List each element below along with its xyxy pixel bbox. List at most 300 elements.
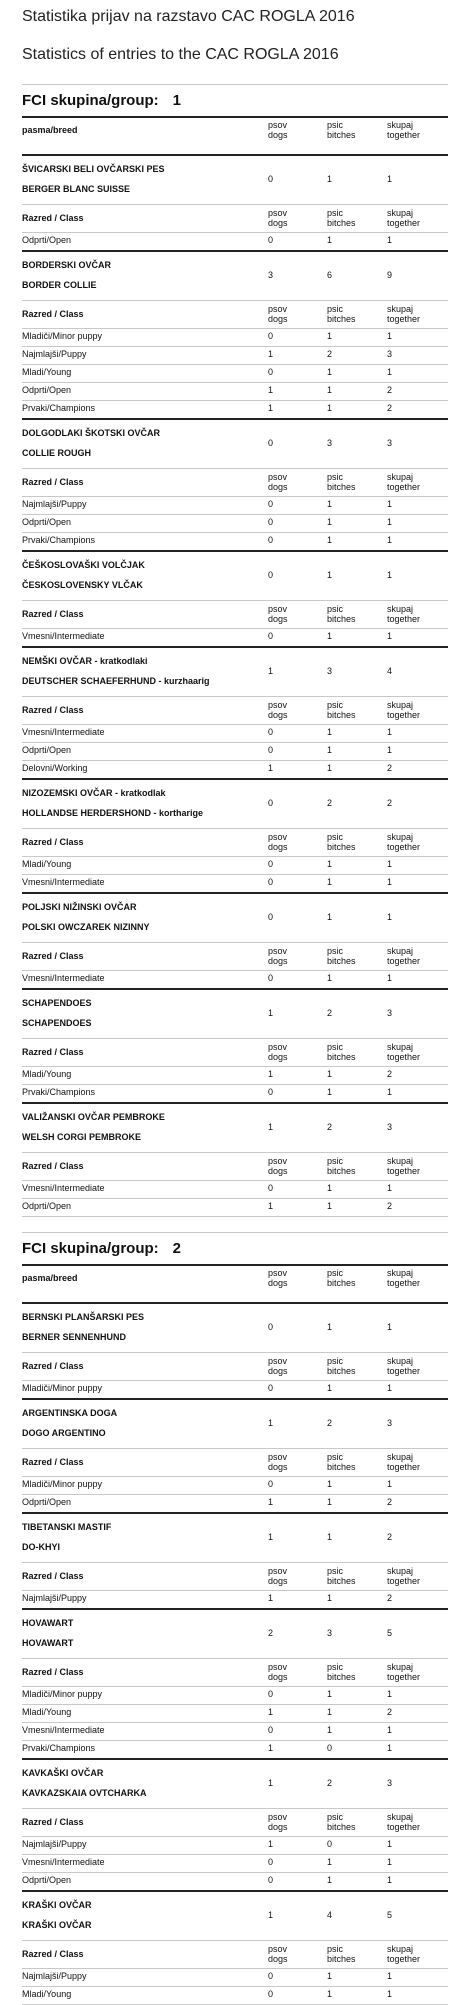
class-bitches: 1 [327, 973, 333, 983]
breed-together-total: 9 [387, 270, 393, 280]
breed-together-total: 1 [387, 570, 393, 580]
breed-together-total: 3 [387, 1008, 393, 1018]
class-together: 1 [387, 727, 393, 737]
breed-rule [22, 1398, 448, 1400]
breed-name-international: KRAŠKI OVČAR [22, 1920, 92, 1930]
breed-name-international: HOLLANDSE HERDERSHOND - kortharige [22, 808, 204, 818]
breed-together-total: 5 [387, 1910, 393, 1920]
class-header-dogs-2: dogs [268, 482, 288, 492]
class-together: 2 [387, 385, 393, 395]
class-name: Vmesni/Intermediate [22, 973, 105, 983]
class-header-rule [22, 1352, 448, 1353]
class-name: Prvaki/Champions [22, 1087, 96, 1097]
class-dogs: 1 [268, 763, 274, 773]
class-header-dogs-1: psov [268, 604, 288, 614]
class-row-rule [22, 346, 448, 347]
class-name: Mladi/Young [22, 367, 72, 377]
class-row-rule [22, 874, 448, 875]
class-together: 1 [387, 517, 393, 527]
breed-bitches-total: 3 [327, 438, 333, 448]
class-header-label: Razred / Class [22, 309, 84, 319]
class-header-label: Razred / Class [22, 705, 84, 715]
breed-name-international: ČESKOSLOVENSKY VLČAK [22, 580, 143, 590]
breed-together-total: 2 [387, 1532, 393, 1542]
class-together: 2 [387, 763, 393, 773]
class-row-rule [22, 760, 448, 761]
class-header-bitches-1: psic [327, 1452, 344, 1462]
class-header-together-2: together [387, 956, 421, 966]
class-bitches: 1 [327, 499, 333, 509]
breed-together-total: 3 [387, 1122, 393, 1132]
breed-together-total: 1 [387, 174, 393, 184]
group-divider [22, 1232, 448, 1233]
class-header-rule [22, 1152, 448, 1153]
breed-dogs-total: 0 [268, 438, 274, 448]
breed-header-together-2: together [387, 130, 421, 140]
breed-bitches-total: 2 [327, 1778, 333, 1788]
class-header-dogs-1: psov [268, 208, 288, 218]
class-header-bitches-1: psic [327, 1812, 344, 1822]
class-header-label: Razred / Class [22, 1949, 84, 1959]
breed-name-local: VALIŽANSKI OVČAR PEMBROKE [22, 1112, 165, 1122]
class-header-dogs-2: dogs [268, 1954, 288, 1964]
class-header-rule [22, 1448, 448, 1449]
breed-name-international: HOVAWART [22, 1638, 74, 1648]
class-bitches: 1 [327, 1183, 333, 1193]
class-header-dogs-1: psov [268, 1566, 288, 1576]
class-bitches: 0 [327, 1743, 333, 1753]
class-header-together-2: together [387, 1822, 421, 1832]
class-dogs: 0 [268, 727, 274, 737]
class-header-together-2: together [387, 218, 421, 228]
breed-name-international: BORDER COLLIE [22, 280, 97, 290]
class-dogs: 1 [268, 385, 274, 395]
class-row-rule [22, 496, 448, 497]
page-title-en: Statistics of entries to the CAC ROGLA 2016 [22, 46, 339, 63]
class-together: 2 [387, 403, 393, 413]
class-together: 1 [387, 1725, 393, 1735]
class-header-dogs-2: dogs [268, 1822, 288, 1832]
class-together: 1 [387, 1183, 393, 1193]
breed-name-local: KRAŠKI OVČAR [22, 1900, 92, 1910]
breed-together-total: 1 [387, 1322, 393, 1332]
breed-dogs-total: 1 [268, 1532, 274, 1542]
class-header-together-1: skupaj [387, 1452, 414, 1462]
class-row-rule [22, 1740, 448, 1741]
class-dogs: 0 [268, 1383, 274, 1393]
group-number: 2 [172, 1240, 182, 1257]
class-header-together-1: skupaj [387, 946, 414, 956]
class-header-together-1: skupaj [387, 1944, 414, 1954]
breed-name-local: POLJSKI NIŽINSKI OVČAR [22, 902, 137, 912]
breed-rule [22, 250, 448, 252]
breed-name-international: BERNER SENNENHUND [22, 1332, 127, 1342]
group-rule [22, 116, 448, 118]
breed-rule [22, 1512, 448, 1514]
class-header-rule [22, 468, 448, 469]
breed-rule [22, 1608, 448, 1610]
breed-name-local: NEMŠKI OVČAR - kratkodlaki [22, 656, 148, 666]
breed-name-local: KAVKAŠKI OVČAR [22, 1768, 104, 1778]
class-header-together-1: skupaj [387, 1812, 414, 1822]
breed-bitches-total: 1 [327, 174, 333, 184]
class-header-label: Razred / Class [22, 1161, 84, 1171]
class-dogs: 0 [268, 235, 274, 245]
breed-together-total: 1 [387, 912, 393, 922]
class-bitches: 1 [327, 1707, 333, 1717]
class-header-together-2: together [387, 314, 421, 324]
breed-dogs-total: 3 [268, 270, 274, 280]
class-bitches: 1 [327, 1593, 333, 1603]
class-dogs: 0 [268, 877, 274, 887]
class-header-dogs-2: dogs [268, 614, 288, 624]
class-header-together-2: together [387, 614, 421, 624]
class-bitches: 0 [327, 1839, 333, 1849]
class-header-bitches-2: bitches [327, 614, 356, 624]
breed-dogs-total: 0 [268, 798, 274, 808]
class-bitches: 1 [327, 877, 333, 887]
class-together: 1 [387, 367, 393, 377]
class-name: Prvaki/Champions [22, 535, 96, 545]
breed-name-local: TIBETANSKI MASTIF [22, 1522, 112, 1532]
class-together: 1 [387, 535, 393, 545]
class-header-together-1: skupaj [387, 700, 414, 710]
class-together: 1 [387, 859, 393, 869]
breed-bitches-total: 3 [327, 1628, 333, 1638]
breed-rule [22, 1102, 448, 1104]
class-bitches: 1 [327, 745, 333, 755]
class-header-dogs-1: psov [268, 1452, 288, 1462]
breed-header-bitches-2: bitches [327, 1278, 356, 1288]
class-name: Prvaki/Champions [22, 403, 96, 413]
breed-dogs-total: 1 [268, 1778, 274, 1788]
class-name: Delovni/Working [22, 763, 88, 773]
class-header-together-1: skupaj [387, 1566, 414, 1576]
breed-name-international: DEUTSCHER SCHAEFERHUND - kurzhaarig [22, 676, 210, 686]
class-header-bitches-1: psic [327, 1662, 344, 1672]
class-header-together-1: skupaj [387, 1662, 414, 1672]
class-header-bitches-2: bitches [327, 1166, 356, 1176]
class-together: 1 [387, 1839, 393, 1849]
class-together: 1 [387, 235, 393, 245]
class-bitches: 1 [327, 535, 333, 545]
class-header-dogs-1: psov [268, 1944, 288, 1954]
class-header-dogs-2: dogs [268, 842, 288, 852]
class-header-together-2: together [387, 1366, 421, 1376]
class-header-together-2: together [387, 1672, 421, 1682]
group-label: FCI skupina/group: [22, 92, 159, 109]
class-name: Najmlajši/Puppy [22, 1593, 87, 1603]
class-header-together-1: skupaj [387, 1356, 414, 1366]
class-row-rule [22, 1084, 448, 1085]
class-name: Odprti/Open [22, 745, 72, 755]
class-row-rule [22, 1380, 448, 1381]
breed-dogs-total: 1 [268, 666, 274, 676]
class-header-dogs-2: dogs [268, 1462, 288, 1472]
breed-header-label: pasma/breed [22, 1273, 78, 1283]
class-bitches: 1 [327, 403, 333, 413]
class-name: Odprti/Open [22, 235, 72, 245]
class-header-dogs-2: dogs [268, 218, 288, 228]
group-number: 1 [172, 92, 182, 109]
class-dogs: 0 [268, 1725, 274, 1735]
breed-dogs-total: 1 [268, 1418, 274, 1428]
class-header-bitches-2: bitches [327, 1462, 356, 1472]
breed-name-international: DO-KHYI [22, 1542, 60, 1552]
class-dogs: 0 [268, 367, 274, 377]
class-header-bitches-2: bitches [327, 1052, 356, 1062]
class-header-bitches-1: psic [327, 208, 344, 218]
breed-header-together-2: together [387, 1278, 421, 1288]
class-header-dogs-2: dogs [268, 956, 288, 966]
breed-together-total: 3 [387, 1418, 393, 1428]
class-header-together-2: together [387, 1576, 421, 1586]
class-together: 1 [387, 499, 393, 509]
class-together: 1 [387, 1383, 393, 1393]
class-together: 2 [387, 1707, 393, 1717]
breed-dogs-total: 1 [268, 1122, 274, 1132]
class-header-bitches-1: psic [327, 1566, 344, 1576]
class-header-bitches-1: psic [327, 304, 344, 314]
breed-name-local: BORDERSKI OVČAR [22, 260, 112, 270]
class-dogs: 0 [268, 1183, 274, 1193]
class-header-together-2: together [387, 710, 421, 720]
breed-dogs-total: 0 [268, 570, 274, 580]
class-header-dogs-1: psov [268, 472, 288, 482]
class-row-rule [22, 724, 448, 725]
breed-dogs-total: 0 [268, 1322, 274, 1332]
class-row-rule [22, 1872, 448, 1873]
breed-dogs-total: 0 [268, 912, 274, 922]
breed-bitches-total: 2 [327, 1122, 333, 1132]
class-header-together-1: skupaj [387, 304, 414, 314]
class-bitches: 1 [327, 517, 333, 527]
class-header-bitches-2: bitches [327, 710, 356, 720]
class-dogs: 0 [268, 631, 274, 641]
class-together: 2 [387, 1497, 393, 1507]
class-name: Najmlajši/Puppy [22, 1839, 87, 1849]
class-together: 2 [387, 1593, 393, 1603]
class-header-dogs-1: psov [268, 1662, 288, 1672]
breed-bitches-total: 2 [327, 1418, 333, 1428]
class-header-label: Razred / Class [22, 1667, 84, 1677]
class-row-rule [22, 1686, 448, 1687]
class-header-dogs-1: psov [268, 304, 288, 314]
class-header-label: Razred / Class [22, 213, 84, 223]
class-header-dogs-2: dogs [268, 1166, 288, 1176]
class-bitches: 1 [327, 385, 333, 395]
class-name: Vmesni/Intermediate [22, 727, 105, 737]
class-header-label: Razred / Class [22, 609, 84, 619]
class-name: Najmlajši/Puppy [22, 499, 87, 509]
class-bitches: 2 [327, 349, 333, 359]
breed-together-total: 5 [387, 1628, 393, 1638]
breed-bitches-total: 1 [327, 912, 333, 922]
class-name: Mladiči/Minor puppy [22, 1689, 103, 1699]
page-title-sl: Statistika prijav na razstavo CAC ROGLA 2016 [22, 8, 355, 25]
breed-name-local: NIZOZEMSKI OVČAR - kratkodlak [22, 788, 166, 798]
class-header-together-1: skupaj [387, 1042, 414, 1052]
class-name: Mladiči/Minor puppy [22, 1479, 103, 1489]
breed-rule [22, 892, 448, 894]
class-together: 1 [387, 1087, 393, 1097]
breed-name-local: ARGENTINSKA DOGA [22, 1408, 118, 1418]
class-row-rule [22, 1180, 448, 1181]
class-together: 2 [387, 1069, 393, 1079]
class-header-label: Razred / Class [22, 1457, 84, 1467]
class-row-rule [22, 1854, 448, 1855]
class-together: 1 [387, 973, 393, 983]
class-row-rule [22, 970, 448, 971]
class-name: Vmesni/Intermediate [22, 631, 105, 641]
breed-header-together-1: skupaj [387, 1268, 414, 1278]
class-header-dogs-2: dogs [268, 1576, 288, 1586]
class-name: Mladiči/Minor puppy [22, 331, 103, 341]
class-dogs: 1 [268, 1069, 274, 1079]
class-row-rule [22, 514, 448, 515]
class-header-dogs-1: psov [268, 700, 288, 710]
class-dogs: 1 [268, 1201, 274, 1211]
class-header-together-1: skupaj [387, 1156, 414, 1166]
class-header-label: Razred / Class [22, 1047, 84, 1057]
class-together: 1 [387, 1479, 393, 1489]
class-header-together-2: together [387, 1954, 421, 1964]
class-header-bitches-2: bitches [327, 1366, 356, 1376]
breed-together-total: 2 [387, 798, 393, 808]
class-together: 3 [387, 349, 393, 359]
breed-rule [22, 1302, 448, 1304]
class-row-rule [22, 1986, 448, 1987]
breed-header-bitches-1: psic [327, 120, 344, 130]
class-bitches: 1 [327, 1479, 333, 1489]
class-header-bitches-2: bitches [327, 1576, 356, 1586]
class-name: Vmesni/Intermediate [22, 1725, 105, 1735]
class-dogs: 0 [268, 499, 274, 509]
class-dogs: 0 [268, 1087, 274, 1097]
breed-dogs-total: 0 [268, 174, 274, 184]
class-header-rule [22, 1038, 448, 1039]
class-name: Odprti/Open [22, 1201, 72, 1211]
class-name: Mladi/Young [22, 1069, 72, 1079]
class-name: Prvaki/Champions [22, 1743, 96, 1753]
class-bitches: 1 [327, 1497, 333, 1507]
class-name: Vmesni/Intermediate [22, 1183, 105, 1193]
class-header-bitches-1: psic [327, 1156, 344, 1166]
class-together: 1 [387, 1689, 393, 1699]
class-header-dogs-2: dogs [268, 1672, 288, 1682]
class-header-together-1: skupaj [387, 472, 414, 482]
class-header-bitches-1: psic [327, 1944, 344, 1954]
class-bitches: 1 [327, 1201, 333, 1211]
class-header-dogs-1: psov [268, 1356, 288, 1366]
class-bitches: 1 [327, 1875, 333, 1885]
class-together: 1 [387, 1743, 393, 1753]
class-row-rule [22, 1066, 448, 1067]
class-row-rule [22, 364, 448, 365]
breed-together-total: 3 [387, 438, 393, 448]
class-header-together-2: together [387, 842, 421, 852]
class-header-dogs-1: psov [268, 1812, 288, 1822]
class-dogs: 0 [268, 331, 274, 341]
class-header-bitches-2: bitches [327, 842, 356, 852]
class-bitches: 1 [327, 763, 333, 773]
class-dogs: 0 [268, 973, 274, 983]
class-dogs: 0 [268, 1971, 274, 1981]
class-name: Odprti/Open [22, 385, 72, 395]
class-header-rule [22, 696, 448, 697]
class-dogs: 0 [268, 859, 274, 869]
breed-bitches-total: 6 [327, 270, 333, 280]
breed-header-together-1: skupaj [387, 120, 414, 130]
class-dogs: 1 [268, 1593, 274, 1603]
group-divider [22, 84, 448, 85]
class-header-bitches-2: bitches [327, 1954, 356, 1964]
class-row-rule [22, 1968, 448, 1969]
class-header-together-1: skupaj [387, 832, 414, 842]
class-header-bitches-1: psic [327, 946, 344, 956]
breed-header-dogs-1: psov [268, 1268, 288, 1278]
class-dogs: 1 [268, 1839, 274, 1849]
class-header-together-2: together [387, 1462, 421, 1472]
class-name: Vmesni/Intermediate [22, 1857, 105, 1867]
breed-dogs-total: 1 [268, 1008, 274, 1018]
class-dogs: 0 [268, 517, 274, 527]
class-together: 1 [387, 1971, 393, 1981]
class-header-bitches-2: bitches [327, 956, 356, 966]
breed-name-local: ČEŠKOSLOVAŠKI VOLČJAK [22, 560, 145, 570]
class-header-rule [22, 600, 448, 601]
class-header-dogs-2: dogs [268, 1052, 288, 1062]
breed-dogs-total: 2 [268, 1628, 274, 1638]
class-row-rule [22, 1590, 448, 1591]
class-header-together-2: together [387, 482, 421, 492]
class-header-rule [22, 1940, 448, 1941]
class-bitches: 1 [327, 331, 333, 341]
class-together: 1 [387, 745, 393, 755]
breed-name-international: DOGO ARGENTINO [22, 1428, 106, 1438]
class-header-bitches-1: psic [327, 1042, 344, 1052]
breed-rule [22, 646, 448, 648]
class-together: 1 [387, 1875, 393, 1885]
class-row-rule [22, 856, 448, 857]
class-header-label: Razred / Class [22, 837, 84, 847]
class-bitches: 1 [327, 1069, 333, 1079]
breed-header-label: pasma/breed [22, 125, 78, 135]
breed-bitches-total: 2 [327, 1008, 333, 1018]
class-together: 1 [387, 631, 393, 641]
class-name: Odprti/Open [22, 1875, 72, 1885]
group-heading [22, 1240, 181, 1257]
breed-header-bitches-2: bitches [327, 130, 356, 140]
class-header-together-2: together [387, 1166, 421, 1176]
class-header-dogs-2: dogs [268, 314, 288, 324]
breed-name-international: KAVKAZSKAIA OVTCHARKA [22, 1788, 147, 1798]
class-header-rule [22, 204, 448, 205]
class-header-bitches-2: bitches [327, 314, 356, 324]
breed-name-international: POLSKI OWCZAREK NIZINNY [22, 922, 150, 932]
class-row-rule [22, 1476, 448, 1477]
class-bitches: 1 [327, 859, 333, 869]
class-header-label: Razred / Class [22, 1571, 84, 1581]
breed-rule [22, 550, 448, 552]
class-header-bitches-1: psic [327, 604, 344, 614]
class-bitches: 1 [327, 631, 333, 641]
breed-header-dogs-2: dogs [268, 130, 288, 140]
class-header-bitches-1: psic [327, 832, 344, 842]
class-bitches: 1 [327, 367, 333, 377]
class-dogs: 0 [268, 1479, 274, 1489]
class-bitches: 1 [327, 1971, 333, 1981]
